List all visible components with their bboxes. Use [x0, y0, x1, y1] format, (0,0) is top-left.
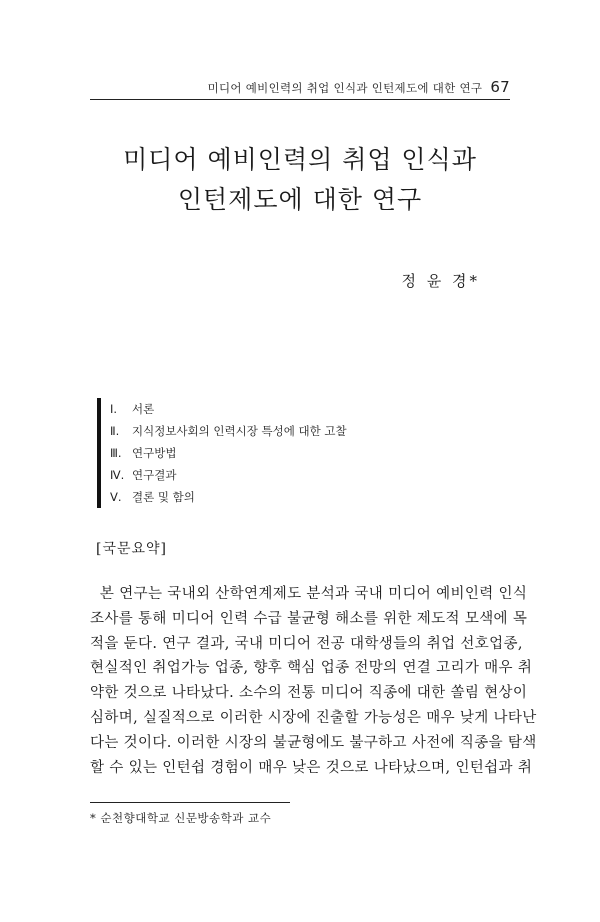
toc-item-label: 결론 및 함의	[132, 490, 195, 504]
abstract-line: 심하며, 실질적으로 이러한 시장에 진출할 가능성은 매우 낮게 나타난	[90, 709, 537, 726]
abstract-line: 다는 것이다. 이러한 시장의 불균형에도 불구하고 사전에 직종을 탐색	[90, 734, 537, 751]
toc-item-label: 지식정보사회의 인력시장 특성에 대한 고찰	[132, 424, 347, 438]
running-header-title: 미디어 예비인력의 취업 인식과 인턴제도에 대한 연구	[207, 81, 483, 95]
abstract-line: 할 수 있는 인턴쉽 경험이 매우 낮은 것으로 나타났으며, 인턴쉽과 취	[90, 759, 533, 776]
toc-item	[110, 464, 347, 486]
abstract-line: 적을 둔다. 연구 결과, 국내 미디어 전공 대학생들의 취업 선호업종,	[90, 635, 523, 652]
toc-item-label: 연구방법	[132, 446, 177, 460]
paper-title	[90, 140, 510, 220]
toc-item-number: Ⅱ.	[110, 424, 120, 438]
abstract-line: 약한 것으로 나타났다. 소수의 전통 미디어 직종에 대한 쏠림 현상이	[90, 685, 528, 702]
toc-item	[110, 398, 347, 420]
table-of-contents	[97, 398, 347, 508]
abstract-body	[90, 582, 537, 780]
toc-item-number: Ⅰ.	[110, 402, 118, 416]
toc-item-number: Ⅳ.	[110, 468, 125, 482]
running-header	[184, 78, 510, 96]
abstract-line: 본 연구는 국내외 산학연계제도 분석과 국내 미디어 예비인력 인식	[90, 586, 528, 602]
title-line-1: 미디어 예비인력의 취업 인식과	[123, 145, 477, 174]
abstract-heading: [국문요약]	[96, 541, 168, 557]
toc-item-number: Ⅲ.	[110, 446, 122, 460]
header-rule	[90, 99, 510, 100]
author-name: 정 윤 경*	[401, 272, 480, 290]
footnote: * 순천향대학교 신문방송학과 교수	[90, 811, 272, 825]
toc-item-label: 연구결과	[132, 468, 177, 482]
toc-item	[110, 420, 347, 442]
toc-item-number: Ⅴ.	[110, 490, 122, 504]
abstract-line: 현실적인 취업가능 업종, 향후 핵심 업종 전망의 연결 고리가 매우 취	[90, 660, 533, 677]
toc-item	[110, 486, 347, 508]
title-line-2: 인턴제도에 대한 연구	[177, 185, 423, 214]
abstract-line: 조사를 통해 미디어 인력 수급 불균형 해소를 위한 제도적 모색에 목	[90, 610, 528, 627]
toc-item-label: 서론	[132, 402, 155, 416]
page-number: 67	[490, 78, 510, 96]
footnote-rule	[90, 802, 290, 803]
toc-item	[110, 442, 347, 464]
